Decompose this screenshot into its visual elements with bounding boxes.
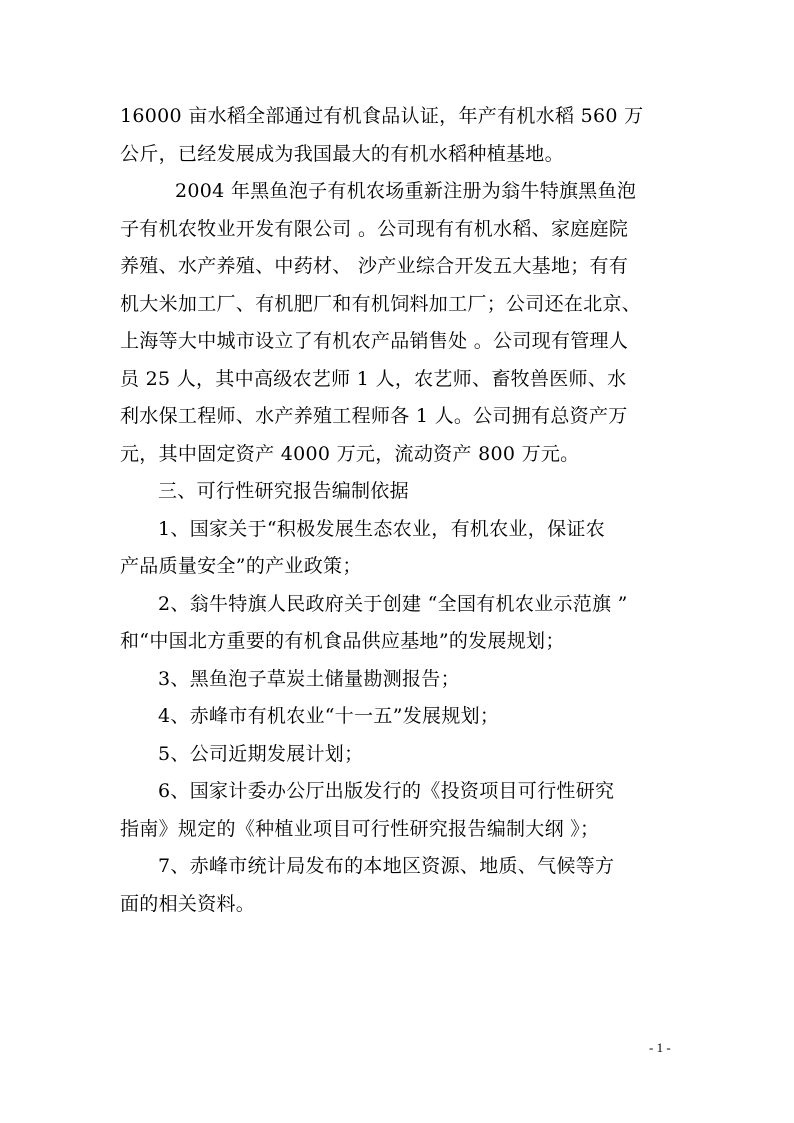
list-item: 4、赤峰市有机农业“十一五”发展规划； [158, 705, 500, 727]
list-item: 1、国家关于“积极发展生态农业，有机农业，保证农 [158, 517, 606, 540]
text-line: 2004 年黑鱼泡子有机农场重新注册为翁牛特旗黑鱼泡 [175, 180, 637, 202]
text-line: 养殖、水产养殖、中药材、 沙产业综合开发五大基地；有有 [120, 255, 629, 277]
list-item: 2、翁牛特旗人民政府关于创建 “全国有机农业示范旗 ” [158, 592, 628, 615]
section-heading: 三、可行性研究报告编制依据 [158, 480, 409, 502]
text-line: 公斤，已经发展成为我国最大的有机水稻种植基地。 [120, 142, 564, 165]
text-line: 指南》规定的《种植业项目可行性研究报告编制大纲 》； [120, 817, 600, 840]
text-line: 机大米加工厂、有机肥厂和有机饲料加工厂；公司还在北京、 [120, 292, 642, 315]
list-item: 6、国家计委办公厅出版发行的《投资项目可行性研究 [158, 780, 615, 802]
text-line: 员 25 人，其中高级农艺师 1 人，农艺师、畜牧兽医师、水 [120, 367, 627, 390]
page-number: - 1 - [649, 1040, 671, 1055]
text-line: 16000 亩水稻全部通过有机食品认证，年产有机水稻 560 万 [120, 105, 644, 127]
text-line: 上海等大中城市设立了有机农产品销售处 。公司现有管理人 [120, 330, 629, 352]
list-item: 7、赤峰市统计局发布的本地区资源、地质、气候等方 [158, 855, 615, 877]
text-line: 产品质量安全”的产业政策； [120, 555, 362, 577]
text-line: 利水保工程师、水产养殖工程师各 1 人。公司拥有总资产万 [120, 405, 628, 427]
list-item: 3、黑鱼泡子草炭土储量勘测报告； [158, 667, 460, 690]
text-line: 元，其中固定资产 4000 万元，流动资产 800 万元。 [120, 442, 580, 465]
text-line: 面的相关资料。 [120, 892, 256, 915]
body-text [120, 98, 676, 923]
text-line: 和“中国北方重要的有机食品供应基地”的发展规划； [120, 630, 565, 652]
text-line: 子有机农牧业开发有限公司 。公司现有有机水稻、家庭庭院 [120, 217, 629, 240]
list-item: 5、公司近期发展计划； [158, 742, 364, 765]
